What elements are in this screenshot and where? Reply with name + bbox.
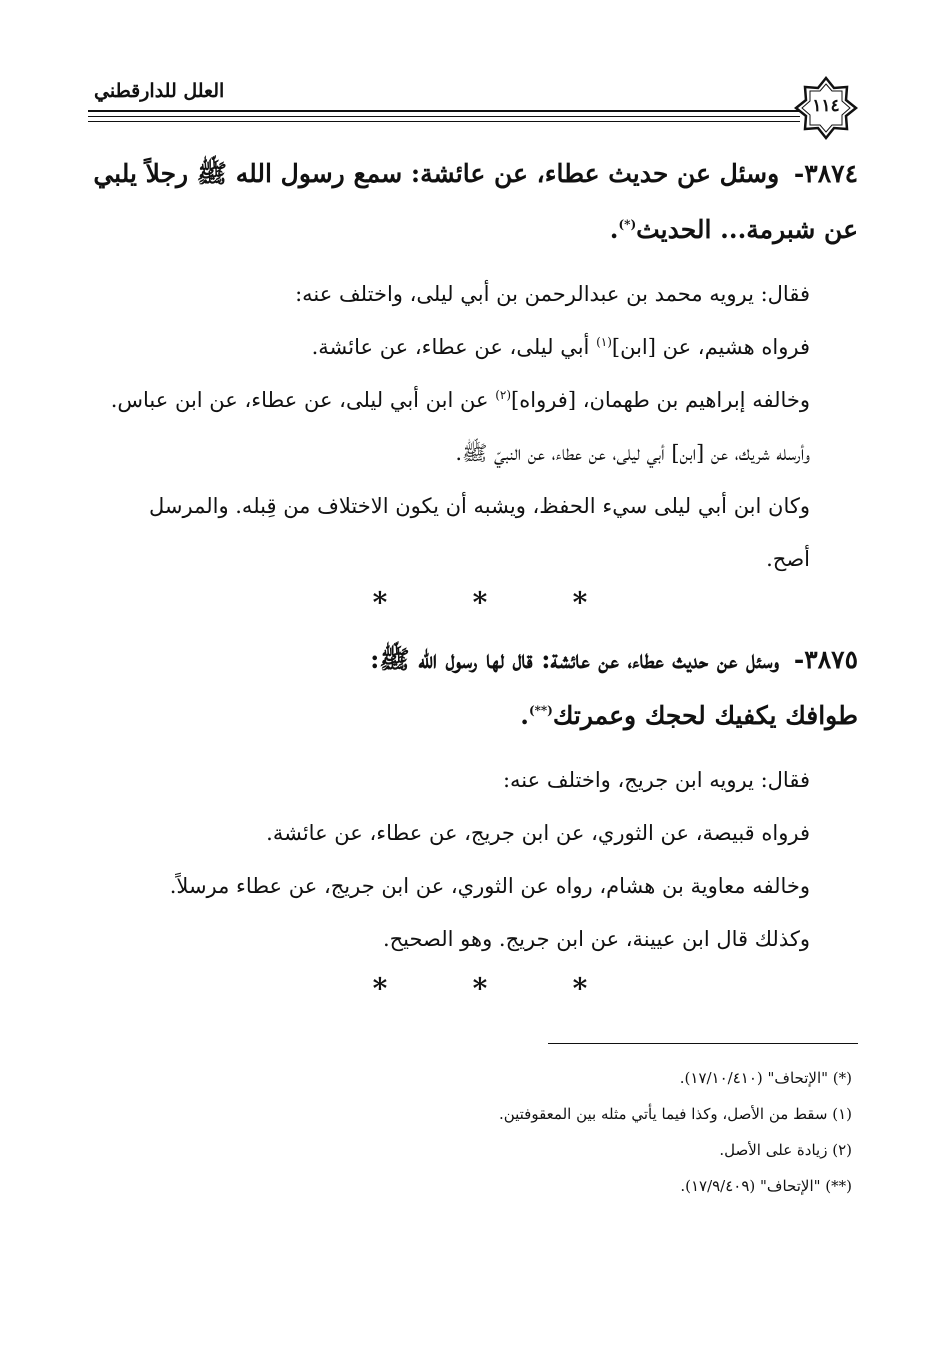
header-rule — [88, 116, 800, 117]
entry-heading — [86, 146, 858, 202]
body-line: وأرسله شريك، عن [ابن] أبي ليلى، عن عطاء، عن النبيّ ﷺ. — [455, 441, 810, 465]
separator-star: * — [472, 586, 488, 619]
page-number: ١١٤ — [812, 96, 840, 116]
footnote: (**) "الإتحاف" (١٧/٩/٤٠٩). — [680, 1177, 852, 1195]
footnote-rule — [548, 1043, 858, 1044]
entry-heading-line1: وسئل عن حديث عطاء، عن عائشة: قال لها رسول الله ﷺ: — [370, 645, 780, 674]
body-text: عن ابن أبي ليلى، عن عطاء، عن ابن عباس. — [110, 388, 496, 412]
body-line — [86, 321, 810, 374]
body-line: وكذلك قال ابن عيينة، عن ابن جريج. وهو الصحيح. — [382, 927, 810, 951]
section-separator — [360, 972, 600, 1005]
entry-body — [86, 268, 858, 586]
body-text: أبي ليلى، عن عطاء، عن عائشة. — [311, 335, 597, 359]
footnote-marker: (**) — [528, 703, 553, 718]
entry-heading — [86, 632, 858, 688]
entry-number: ٣٨٧٤- — [793, 159, 858, 188]
entry-3874 — [86, 146, 858, 586]
footnote: (١) سقط من الأصل، وكذا فيما يأتي مثله بين المعقوفتين. — [498, 1105, 852, 1123]
footnote-marker: (*) — [618, 217, 637, 232]
body-line: فرواه قبيصة، عن الثوري، عن ابن جريج، عن عطاء، عن عائشة. — [266, 821, 810, 845]
body-line — [86, 374, 810, 427]
separator-star: * — [572, 972, 588, 1005]
entry-heading-line2: طوافك يكفيك لحجك وعمرتك — [552, 701, 858, 730]
body-line: فقال: يرويه ابن جريج، واختلف عنه: — [502, 768, 810, 792]
separator-star: * — [472, 972, 488, 1005]
page-number-badge — [794, 76, 858, 140]
body-text: وخالفه إبراهيم بن طهمان، [فرواه] — [511, 388, 810, 412]
separator-star: * — [572, 586, 588, 619]
header-rule — [88, 110, 800, 112]
entry-heading-continuation — [86, 688, 858, 744]
separator-star: * — [372, 972, 388, 1005]
body-line: أصح. — [766, 547, 810, 571]
running-title: العلل للدارقطني — [94, 80, 225, 102]
separator-star: * — [372, 586, 388, 619]
footnote-marker: (١) — [596, 335, 612, 349]
footnote-marker: (٢) — [495, 388, 512, 402]
entry-heading-line2: عن شبرمة... الحديث — [636, 215, 858, 244]
heading-end: . — [609, 215, 619, 244]
entry-heading-line1: وسئل عن حديث عطاء، عن عائشة: سمع رسول الله ﷺ رجلاً يلبي — [93, 159, 780, 188]
body-line: وخالفه معاوية بن هشام، رواه عن الثوري، عن ابن جريج، عن عطاء مرسلاً. — [169, 874, 810, 898]
section-separator — [360, 586, 600, 619]
footnote: (٢) زيادة على الأصل. — [719, 1141, 852, 1159]
heading-end: . — [520, 701, 529, 730]
footnote: (*) "الإتحاف" (١٧/١٠/٤١٠). — [679, 1069, 852, 1087]
entry-3875 — [86, 632, 858, 966]
body-text: فرواه هشيم، عن [ابن] — [611, 335, 810, 359]
entry-body — [86, 754, 858, 966]
entry-heading-continuation — [86, 202, 858, 258]
header-rule — [88, 121, 800, 122]
footnotes — [152, 1060, 852, 1204]
body-line: وكان ابن أبي ليلى سيء الحفظ، ويشبه أن يكون الاختلاف من قِبله. والمرسل — [148, 494, 810, 518]
entry-number: ٣٨٧٥- — [793, 645, 858, 674]
body-line: فقال: يرويه محمد بن عبدالرحمن بن أبي ليلى، واختلف عنه: — [295, 282, 810, 306]
page-header — [88, 76, 858, 136]
